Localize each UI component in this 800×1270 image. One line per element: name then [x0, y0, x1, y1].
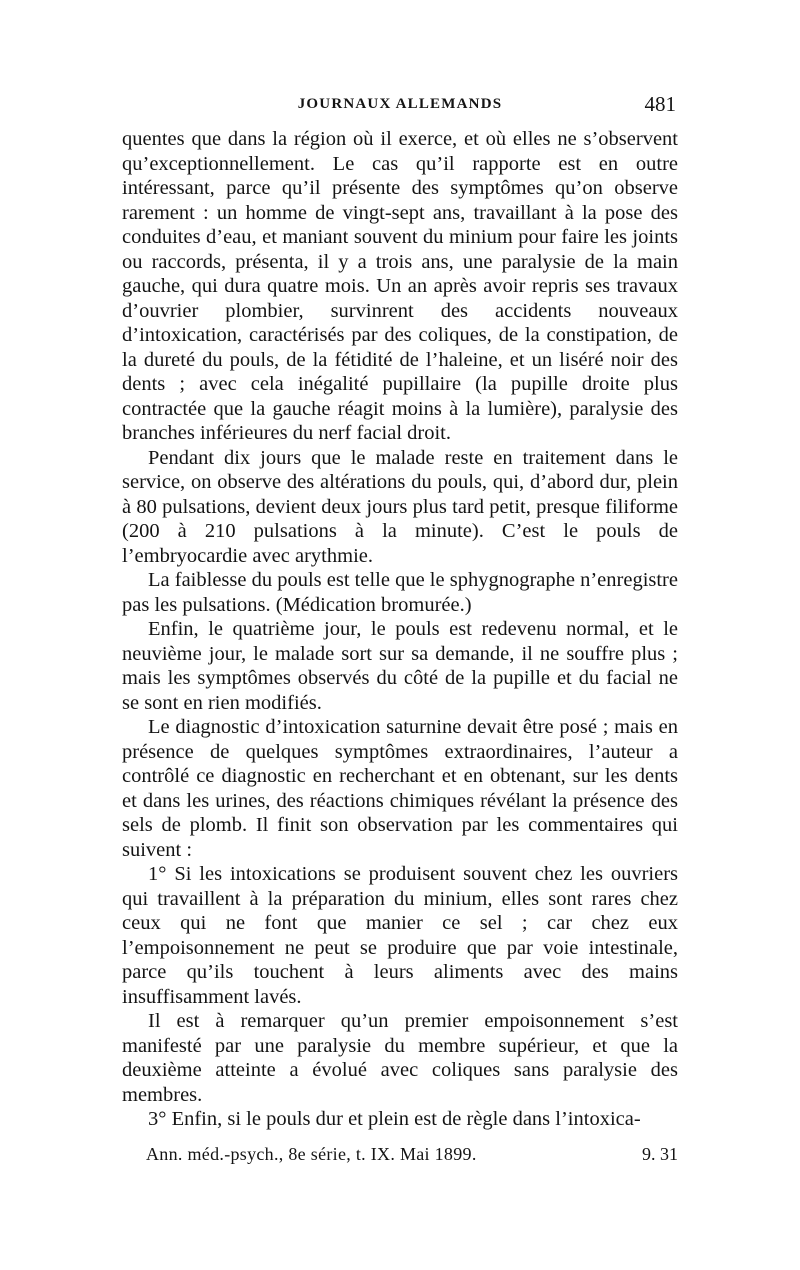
journal-citation: Ann. méd.-psych., 8e série, t. IX. Mai 1899. [146, 1144, 477, 1164]
paragraph-3: La faiblesse du pouls est telle que le sphygnographe n’enregistre pas les pulsations. (Médication bromurée.) [122, 569, 678, 616]
paragraph-4: Enfin, le quatrième jour, le pouls est redevenu normal, et le neuvième jour, le malade sort sur sa demande, il ne souffre plus ; mais les symptômes observés du côté de la pupille et du facial ne se sont en rien modifiés. [122, 618, 678, 714]
running-head: JOURNAUX ALLEMANDS [297, 96, 503, 112]
page-number: 481 [644, 92, 676, 116]
paragraph-2: Pendant dix jours que le malade reste en traitement dans le service, on observe des altérations du pouls, qui, d’abord dur, plein à 80 pulsations, devient deux jours plus tard petit, presque filiforme (200 à 210 pulsations à la minute). C’est le pouls de l’embryocardie avec arythmie. [122, 446, 678, 567]
body-text [122, 127, 678, 1132]
paragraph-1: quentes que dans la région où il exerce, et où elles ne s’observent qu’exceptionnellement. Le cas qu’il rapporte est en outre intéressant, parce qu’il présente des symptômes qu’on observe rarement : un homme de vingt-sept ans, travaillant à la pose des conduites d’eau, et maniant souvent du minium pour faire les joints ou raccords, présenta, il y a trois ans, une paralysie de la main gauche, qui dura quatre mois. Un an après avoir repris ses travaux d’ouvrier plombier, survinrent des accidents nouveaux d’intoxication, caractérisés par des coliques, de la constipation, de la dureté du pouls, de la fétidité de l’haleine, et un liséré noir des dents ; avec cela inégalité pupillaire (la pupille droite plus contractée que la gauche réagit moins à la lumière), paralysie des branches inférieures du nerf facial droit. [122, 128, 678, 444]
paragraph-8: 3° Enfin, si le pouls dur et plein est de règle dans l’intoxica- [148, 1108, 641, 1130]
paragraph-5: Le diagnostic d’intoxication saturnine devait être posé ; mais en présence de quelques symptômes extraordinaires, l’auteur a contrôlé ce diagnostic en recherchant et en obtenant, sur les dents et dans les urines, des réactions chimiques révélant la présence des sels de plomb. Il finit son observation par les commentaires qui suivent : [122, 716, 678, 861]
page-footer [146, 1144, 678, 1170]
paragraph-6: 1° Si les intoxications se produisent souvent chez les ouvriers qui travaillent à la préparation du minium, elles sont rares chez ceux qui ne font que manier ce sel ; car chez eux l’empoisonnement ne peut se produire que par voie intestinale, parce qu’ils touchent à leurs aliments avec des mains insuffisamment lavés. [122, 863, 678, 1008]
page-header [122, 92, 678, 122]
signature-mark: 9. 31 [642, 1144, 678, 1164]
paragraph-7: Il est à remarquer qu’un premier empoisonnement s’est manifesté par une paralysie du membre supérieur, et que la deuxième atteinte a évolué avec coliques sans paralysie des membres. [122, 1010, 678, 1106]
